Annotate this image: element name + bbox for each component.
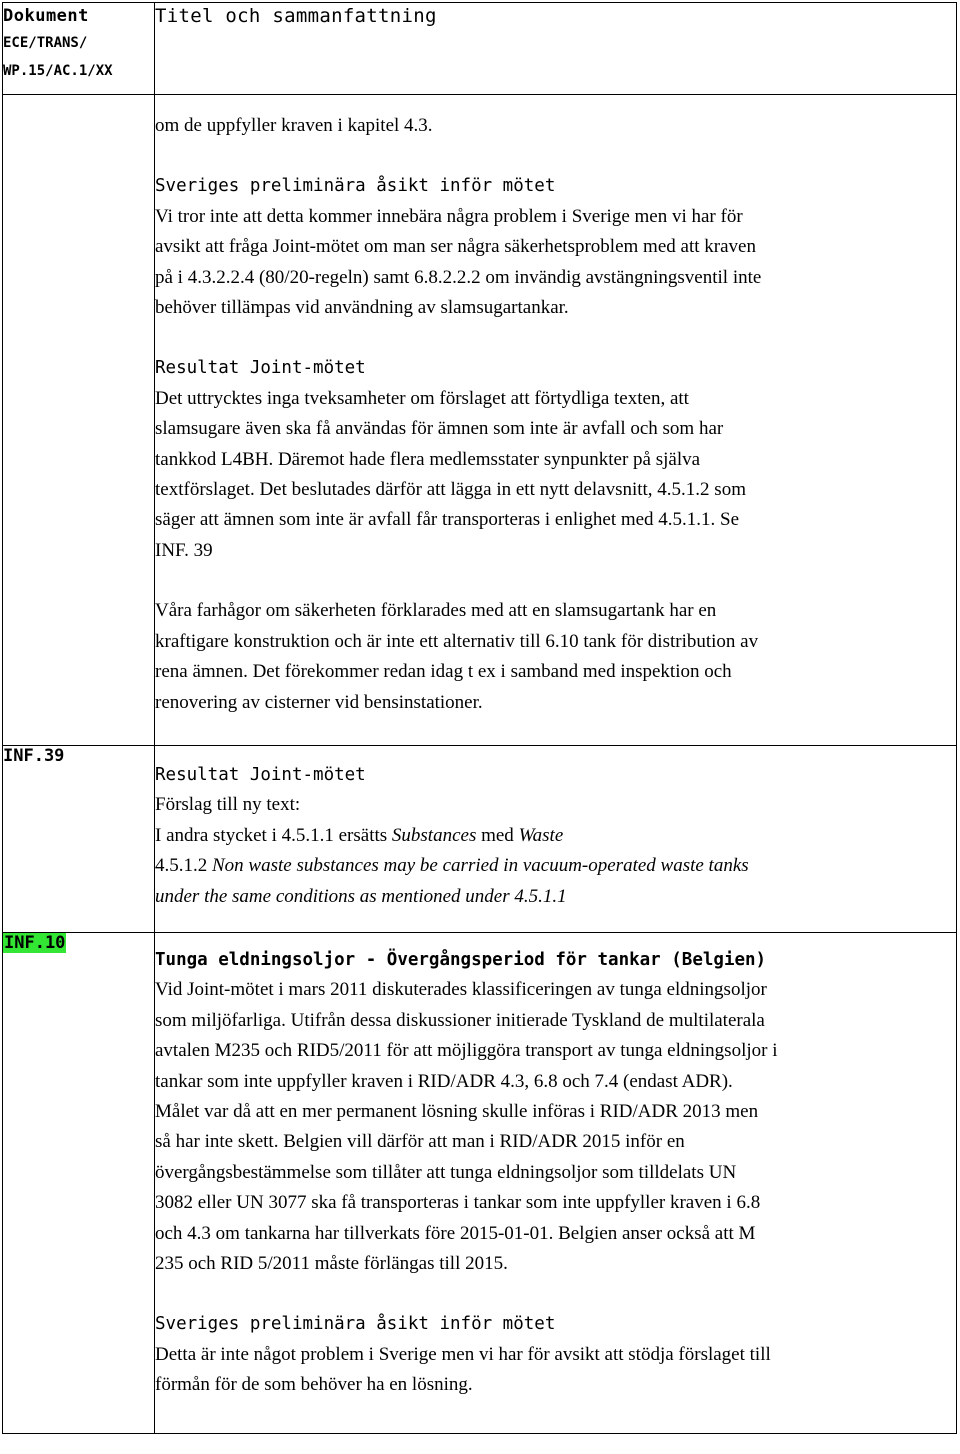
continued-content-cell	[155, 95, 957, 746]
content-row-inf39	[3, 746, 957, 933]
belgium-proposal-heading: Tunga eldningsoljor - Övergångsperiod för tankar (Belgien)	[155, 950, 767, 970]
content-row-continued	[3, 95, 957, 746]
inf39-content-cell	[155, 746, 957, 933]
paragraph-line: säger att ämnen som inte är avfall får transporteras i enlighet med 4.5.1.1. Se	[155, 509, 740, 531]
paragraph-line: övergångsbestämmelse som tillåter att tunga eldningsoljor som tilldelats UN	[155, 1161, 737, 1183]
paragraph-line: Vi tror inte att detta kommer innebära några problem i Sverige men vi har för	[155, 205, 743, 227]
paragraph-line: renovering av cisterner vid bensinstationer.	[155, 691, 483, 713]
paragraph-line: Detta är inte något problem i Sverige men vi har för avsikt att stödja förslaget till	[155, 1343, 771, 1365]
paragraph-line: avsikt att fråga Joint-mötet om man ser några säkerhetsproblem med att kraven	[155, 236, 756, 258]
title-header-cell	[155, 3, 957, 95]
paragraph-line: Målet var då att en mer permanent lösning skulle införas i RID/ADR 2013 men	[155, 1101, 759, 1123]
document-table	[2, 2, 957, 1434]
paragraph-line: slamsugare även ska få användas för ämnen som inte är avfall och som har	[155, 418, 724, 440]
paragraph-line: kraftigare konstruktion och är inte ett alternativ till 6.10 tank för distribution av	[155, 630, 759, 652]
inf39-label: INF.39	[3, 746, 65, 766]
paragraph-line: och 4.3 om tankarna har tillverkats före 2015-01-01. Belgien anser också att M	[155, 1222, 756, 1244]
document-symbol-line1: ECE/TRANS/	[3, 35, 88, 51]
paragraph-line: 235 och RID 5/2011 måste förlängas till 2015.	[155, 1253, 508, 1275]
header-row	[3, 3, 957, 95]
inf10-label-highlighted: INF.10	[4, 933, 66, 953]
empty-label-cell	[3, 95, 155, 746]
paragraph-line: avtalen M235 och RID5/2011 för att möjliggöra transport av tunga eldningsoljor i	[155, 1040, 778, 1062]
paragraph-line: Vid Joint-mötet i mars 2011 diskuterades klassificeringen av tunga eldningsoljor	[155, 979, 767, 1001]
document-label: Dokument	[3, 6, 89, 26]
column-title: Titel och sammanfattning	[155, 5, 437, 27]
sweden-opinion-heading: Sveriges preliminära åsikt inför mötet	[155, 176, 556, 197]
proposal-label: Förslag till ny text:	[155, 794, 301, 816]
row-label-inf39	[3, 746, 155, 933]
paragraph-line: behöver tillämpas vid användning av slamsugartankar.	[155, 297, 569, 319]
paragraph-line: 3082 eller UN 3077 ska få transporteras i tankar som inte uppfyller kraven i 6.8	[155, 1192, 761, 1214]
content-row-inf10	[3, 933, 957, 1434]
row-label-inf10	[3, 933, 155, 1434]
paragraph-line: Våra farhågor om säkerheten förklarades med att en slamsugartank har en	[155, 600, 717, 622]
sweden-opinion-heading: Sveriges preliminära åsikt inför mötet	[155, 1314, 556, 1335]
paragraph-line: förmån för de som behöver ha en lösning.	[155, 1374, 473, 1396]
document-label-cell	[3, 3, 155, 95]
paragraph-line: INF. 39	[155, 539, 213, 561]
document-symbol-line2: WP.15/AC.1/XX	[3, 63, 113, 79]
paragraph-line: rena ämnen. Det förekommer redan idag t ex i samband med inspektion och	[155, 661, 732, 683]
paragraph-line: textförslaget. Det beslutades därför att lägga in ett nytt delavsnitt, 4.5.1.2 som	[155, 479, 746, 501]
paragraph-line: Det uttrycktes inga tveksamheter om förslaget att förtydliga texten, att	[155, 387, 689, 409]
paragraph-line: tankar som inte uppfyller kraven i RID/ADR 4.3, 6.8 och 7.4 (endast ADR).	[155, 1070, 733, 1092]
replacement-line: I andra stycket i 4.5.1.1 ersätts Substances med Waste	[155, 824, 564, 846]
intro-line: om de uppfyller kraven i kapitel 4.3.	[155, 115, 433, 136]
paragraph-line: som miljöfarliga. Utifrån dessa diskussioner initierade Tyskland de multilaterala	[155, 1009, 765, 1031]
paragraph-line: på i 4.3.2.2.4 (80/20-regeln) samt 6.8.2.2.2 om invändig avstängningsventil inte	[155, 266, 762, 288]
paragraph-line: tankkod L4BH. Däremot hade flera medlemsstater synpunkter på själva	[155, 448, 701, 470]
new-text-line: 4.5.1.2 Non waste substances may be carried in vacuum-operated waste tanks	[155, 855, 749, 877]
inf10-content-cell	[155, 933, 957, 1434]
result-heading: Resultat Joint-mötet	[155, 358, 366, 379]
result-heading: Resultat Joint-mötet	[155, 765, 366, 785]
new-text-line-2: under the same conditions as mentioned under 4.5.1.1	[155, 885, 567, 907]
paragraph-line: så har inte skett. Belgien vill därför att man i RID/ADR 2015 inför en	[155, 1131, 685, 1153]
